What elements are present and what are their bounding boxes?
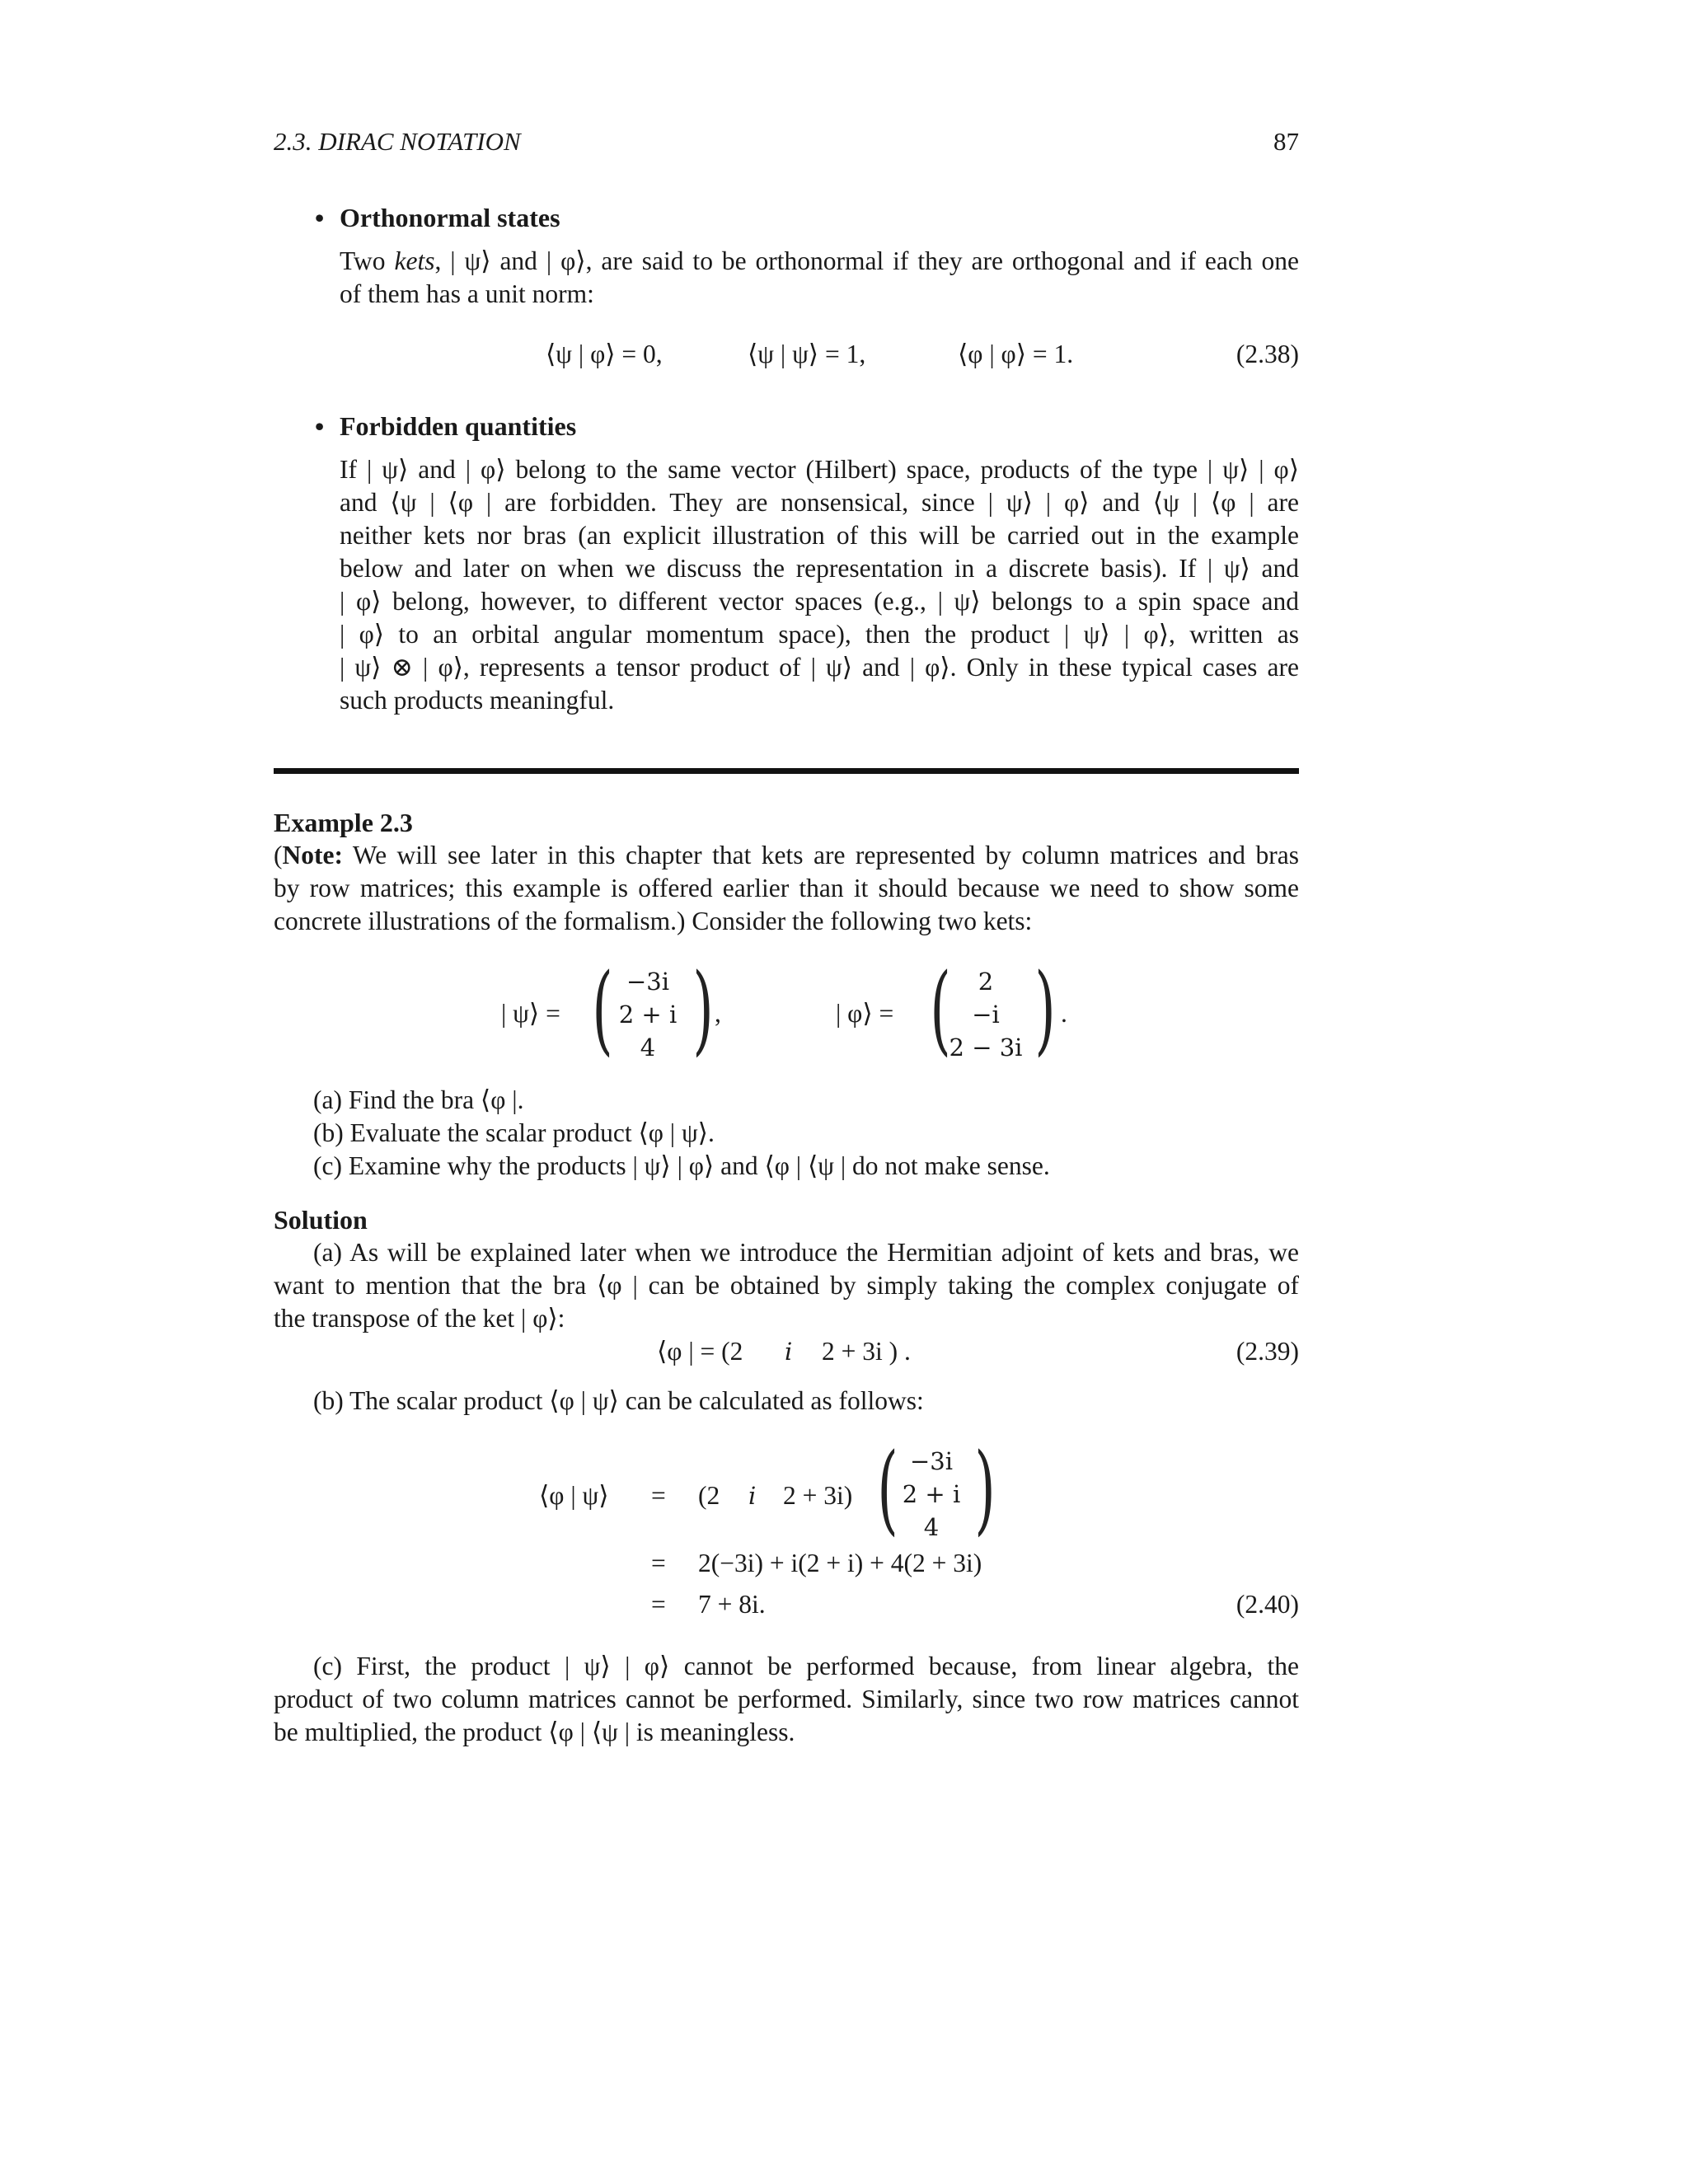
bullet-orthonormal-title: • Orthonormal states [315, 203, 560, 232]
eq-2-39-rhs: 2 + 3i ) . [822, 1337, 911, 1366]
eq-2-40-row-i: i [748, 1482, 757, 1510]
ket-phi-entry: −i [972, 1001, 1000, 1029]
eq-2-38-term-3: ⟨φ | φ⟩ = 1. [958, 340, 1074, 368]
question-a: (a) Find the bra ⟨φ |. [313, 1085, 524, 1114]
forbidden-line: | ψ⟩ ⊗ | φ⟩, represents a tensor product of | ψ⟩ and | φ⟩. Only in these typical cases are [340, 653, 1299, 682]
ket-psi-comma: , [715, 999, 721, 1028]
solution-a-line: (a) As will be explained later when we introduce the Hermitian adjoint of kets and bras, we [313, 1238, 1299, 1267]
bullet-forbidden-title: • Forbidden quantities [315, 411, 577, 441]
solution-a-line: the transpose of the ket | φ⟩: [274, 1304, 565, 1333]
equation-number: (2.40) [1236, 1590, 1299, 1619]
right-paren-icon: ) [974, 1432, 996, 1545]
eq-2-38-term-2: ⟨ψ | ψ⟩ = 1, [748, 340, 866, 368]
solution-part-c [274, 1650, 1299, 1749]
section-divider [274, 768, 1299, 774]
example-title: Example 2.3 [274, 808, 413, 837]
note-line-1: (Note: We will see later in this chapter that kets are represented by column matrices and bras [274, 841, 1299, 869]
eq-2-40-equals: = [651, 1590, 666, 1619]
ket-definitions [274, 952, 1299, 1067]
solution-a-line: want to mention that the bra ⟨φ | can be obtained by simply taking the complex conjugate of [274, 1271, 1299, 1300]
running-header [274, 125, 1299, 162]
ket-phi-entry: 2 − 3i [949, 1033, 1023, 1062]
note-line-2: by row matrices; this example is offered earlier than it should because we need to show some [274, 874, 1299, 902]
ket-psi-entry: 2 + i [618, 1001, 678, 1029]
right-paren-icon: ) [692, 952, 714, 1066]
eq-2-40-equals: = [651, 1549, 666, 1577]
question-b: (b) Evaluate the scalar product ⟨φ | ψ⟩. [313, 1118, 715, 1147]
ket-psi-label: | ψ⟩ = [501, 999, 560, 1028]
eq-2-40-col-entry: 2 + i [902, 1480, 961, 1508]
left-paren-icon: ( [592, 952, 613, 1066]
equation-number: (2.38) [1236, 340, 1299, 368]
eq-2-40-col-entry: 4 [923, 1513, 940, 1541]
solution-c-line: product of two column matrices cannot be performed. Similarly, since two row matrices cannot [274, 1685, 1299, 1713]
solution-c-line: (c) First, the product | ψ⟩ | φ⟩ cannot be performed because, from linear algebra, the [313, 1652, 1299, 1680]
eq-2-39-i: i [785, 1338, 793, 1366]
forbidden-line: neither kets nor bras (an explicit illustration of this will be carried out in the example [340, 521, 1299, 550]
forbidden-line: such products meaningful. [340, 686, 615, 715]
orthonormal-line-2: of them has a unit norm: [340, 279, 594, 308]
eq-2-40-line-3: 7 + 8i. [698, 1590, 766, 1619]
forbidden-line: If | ψ⟩ and | φ⟩ belong to the same vector (Hilbert) space, products of the type | ψ⟩ | φ⟩ [340, 455, 1299, 484]
question-c: (c) Examine why the products | ψ⟩ | φ⟩ and ⟨φ | ⟨ψ | do not make sense. [313, 1151, 1050, 1180]
eq-2-40-col-entry: −3i [909, 1447, 954, 1475]
ket-psi-entry: 4 [640, 1033, 656, 1062]
bullet-dot-icon: • [315, 203, 325, 232]
ket-phi-period: . [1061, 999, 1067, 1028]
orthonormal-paragraph [340, 245, 1299, 311]
orthonormal-line-1: Two kets, | ψ⟩ and | φ⟩, are said to be orthonormal if they are orthogonal and if each one [340, 246, 1300, 275]
ket-psi-entry: −3i [626, 968, 670, 996]
forbidden-line: and ⟨ψ | ⟨φ | are forbidden. They are nonsensical, since | ψ⟩ | φ⟩ and ⟨ψ | ⟨φ | are [340, 488, 1299, 517]
solution-part-a [274, 1236, 1299, 1335]
solution-title: Solution [274, 1205, 368, 1235]
left-paren-icon: ( [930, 952, 951, 1066]
forbidden-line: | φ⟩ to an orbital angular momentum space), then the product | ψ⟩ | φ⟩, written as [340, 620, 1299, 649]
note-line-3: concrete illustrations of the formalism.) Consider the following two kets: [274, 907, 1033, 935]
equation-number: (2.39) [1236, 1337, 1299, 1366]
eq-2-40-row-close: 2 + 3i) [783, 1481, 853, 1510]
section-title: 2.3. DIRAC NOTATION [274, 127, 521, 156]
eq-2-38-term-1: ⟨ψ | φ⟩ = 0, [546, 340, 663, 368]
eq-2-40-line-2: 2(−3i) + i(2 + i) + 4(2 + 3i) [698, 1549, 982, 1577]
solution-c-line: be multiplied, the product ⟨φ | ⟨ψ | is meaningless. [274, 1718, 795, 1746]
bullet-dot-icon: • [315, 411, 325, 441]
equation-2-40 [274, 1432, 1299, 1628]
left-paren-icon: ( [877, 1432, 898, 1545]
eq-2-40-equals: = [651, 1481, 666, 1510]
forbidden-line: | φ⟩ belong, however, to different vector spaces (e.g., | ψ⟩ belongs to a spin space and [340, 587, 1299, 616]
right-paren-icon: ) [1034, 952, 1056, 1066]
page-number: 87 [1273, 127, 1299, 156]
ket-phi-entry: 2 [978, 968, 994, 996]
eq-2-40-lhs: ⟨φ | ψ⟩ [539, 1481, 609, 1510]
ket-phi-label: | φ⟩ = [836, 999, 894, 1028]
forbidden-line: below and later on when we discuss the representation in a discrete basis). If | ψ⟩ and [340, 554, 1299, 583]
example-questions [313, 1084, 1299, 1183]
eq-2-40-row-open: (2 [698, 1481, 720, 1510]
forbidden-paragraph [340, 453, 1299, 717]
equation-2-39 [274, 1335, 1299, 1371]
equation-2-38 [274, 338, 1299, 374]
eq-2-39-lhs: ⟨φ | = (2 [657, 1337, 743, 1366]
example-note [274, 839, 1299, 938]
solution-part-b: (b) The scalar product ⟨φ | ψ⟩ can be calculated as follows: [313, 1386, 924, 1415]
